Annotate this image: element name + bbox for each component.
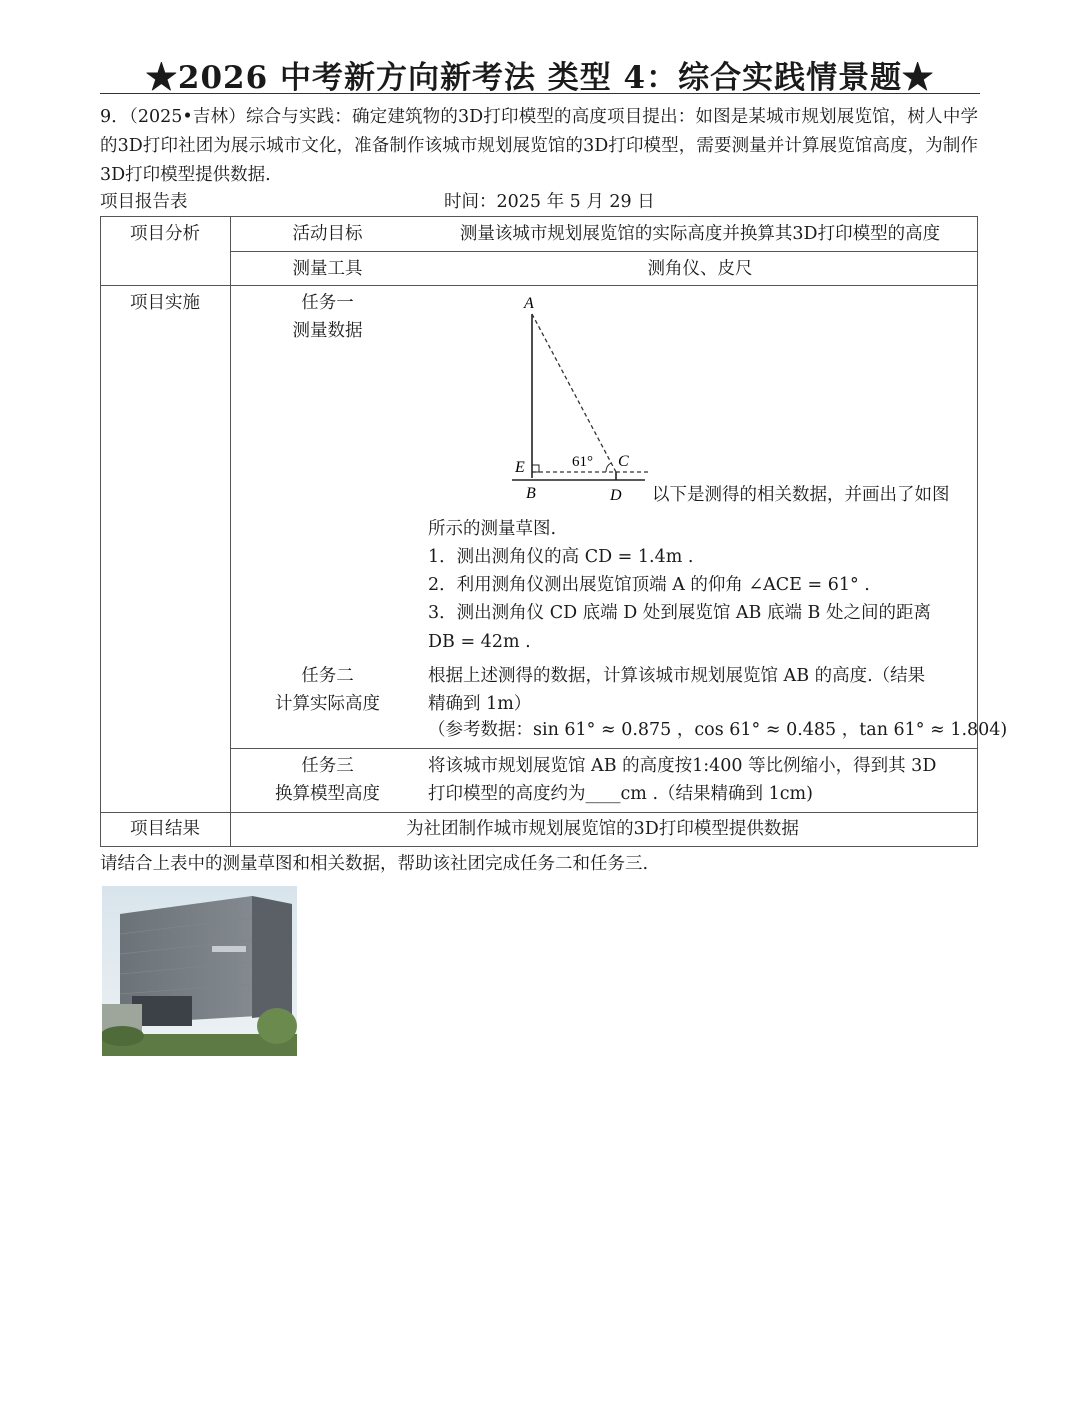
task1-title: 任务一 (301, 293, 354, 313)
implementation-label: 项目实施 (130, 293, 200, 313)
task1-subtitle: 测量数据 (292, 321, 363, 341)
sight-line-ac (532, 314, 616, 472)
task2-reference: （参考数据：sin 61° ≈ 0.875 ，cos 61° ≈ 0.485 ，tan 61° ≈ 1.804) (428, 720, 1008, 740)
label-a: A (524, 295, 534, 312)
task2-text-1: 根据上述测得的数据，计算该城市规划展览馆 AB 的高度.（结果 (428, 666, 926, 686)
task3-subtitle: 换算模型高度 (275, 784, 380, 804)
task1-item-3: 3．测出测角仪 CD 底端 D 处到展览馆 AB 底端 B 处之间的距离 (428, 603, 931, 623)
result-label: 项目结果 (130, 819, 200, 839)
analysis-label: 项目分析 (130, 224, 200, 244)
task2-text-2: 精确到 1m） (428, 694, 532, 714)
angle-label: 61° (572, 454, 593, 470)
tools-value: 测角仪、皮尺 (647, 259, 753, 279)
task1-lead-2: 所示的测量草图. (428, 519, 557, 539)
label-b: B (526, 485, 536, 502)
task3-text-2: 打印模型的高度约为____cm .（结果精确到 1cm) (428, 784, 813, 804)
measurement-diagram (500, 290, 670, 506)
label-d: D (610, 487, 622, 504)
angle-arc (606, 463, 611, 472)
task3-text-1: 将该城市规划展览馆 AB 的高度按1:400 等比例缩小，得到其 3D (428, 756, 937, 776)
report-time: 时间：2025 年 5 月 29 日 (444, 192, 655, 212)
right-angle-mark (532, 465, 539, 472)
building-photo (102, 886, 297, 1056)
task1-item-1: 1．测出测角仪的高 CD = 1.4m . (428, 547, 694, 567)
tools-label: 测量工具 (292, 259, 363, 279)
goal-label: 活动目标 (292, 224, 363, 244)
footer-note: 请结合上表中的测量草图和相关数据，帮助该社团完成任务二和任务三. (100, 854, 649, 874)
goal-value: 测量该城市规划展览馆的实际高度并换算其3D打印模型的高度 (459, 224, 941, 244)
label-e: E (515, 459, 525, 476)
problem-intro: 9．（2025•吉林）综合与实践：确定建筑物的3D打印模型的高度项目提出：如图是某城市规划展览馆，树人中学的3D打印社团为展示城市文化，准备制作该城市规划展览馆的3D打印模型，需要测量并计算展览馆高度，为制作3D打印模型提供数据. (100, 107, 978, 185)
title-divider (100, 93, 980, 94)
task1-item-2: 2．利用测角仪测出展览馆顶端 A 的仰角 ∠ACE = 61° . (428, 575, 870, 595)
label-c: C (618, 453, 629, 470)
result-value: 为社团制作城市规划展览馆的3D打印模型提供数据 (406, 819, 799, 839)
page-title: ★2026 中考新方向新考法 类型 4：综合实践情景题★ (145, 60, 935, 96)
task2-title: 任务二 (301, 666, 354, 686)
task2-subtitle: 计算实际高度 (275, 694, 380, 714)
task1-lead: 以下是测得的相关数据，并画出了如图 (652, 485, 950, 505)
task1-item-3b: DB = 42m . (428, 632, 531, 652)
report-label: 项目报告表 (100, 192, 188, 212)
task3-title: 任务三 (301, 756, 354, 776)
